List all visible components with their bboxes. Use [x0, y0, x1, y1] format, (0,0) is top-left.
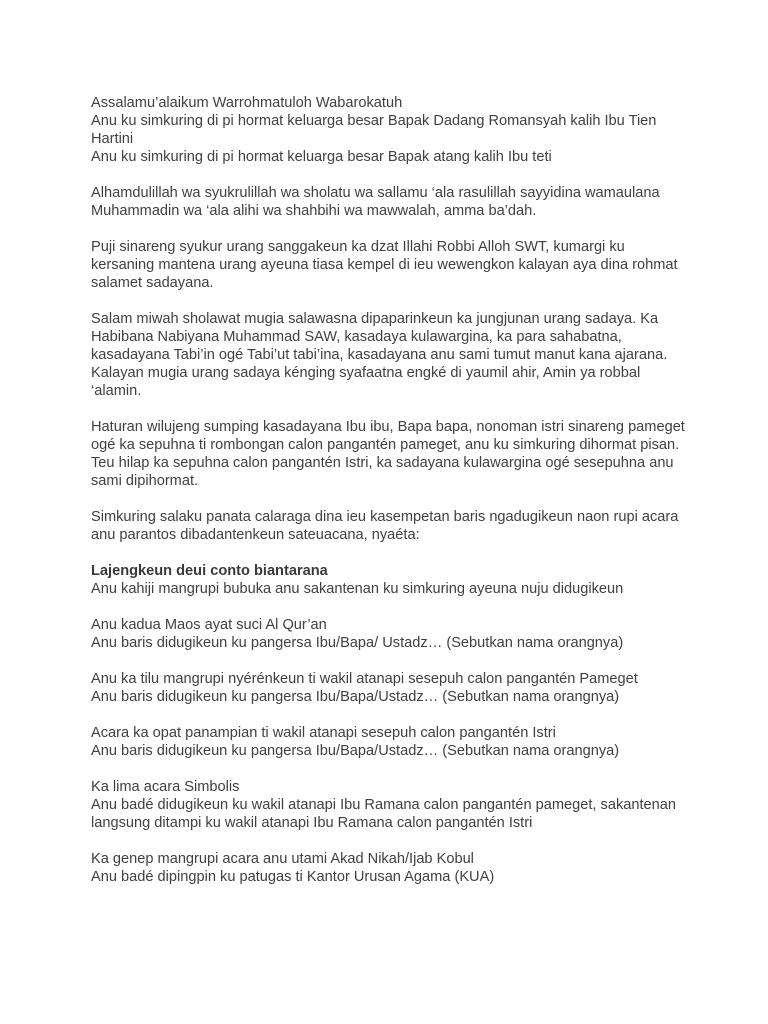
agenda-item-4	[91, 724, 691, 760]
text-line: Haturan wilujeng sumping kasadayana Ibu ibu, Bapa bapa, nonoman istri sinareng pameget ogé ka sepuhna ti rombongan calon pangantén pameget, anu ku simkuring dihormat pisan. Teu hilap ka sepuhna calon pangantén Istri, ka sadayana kulawargina ogé sesepuhna anu sami dipihormat.	[91, 419, 685, 489]
sholawat-paragraph	[91, 310, 691, 400]
text-line: Anu baris didugikeun ku pangersa Ibu/Bapa/Ustadz… (Sebutkan nama orangnya)	[91, 689, 620, 705]
text-line: Simkuring salaku panata calaraga dina ieu kasempetan baris ngadugikeun naon rupi acara anu parantos dibadantenkeun sateuacana, nyaéta:	[91, 509, 679, 543]
section-heading: Lajengkeun deui conto biantarana	[91, 563, 328, 579]
welcome-paragraph	[91, 418, 691, 490]
text-line: Puji sinareng syukur urang sanggakeun ka dzat Illahi Robbi Alloh SWT, kumargi ku kersaning mantena urang ayeuna tiasa kempel di ieu wewengkon kalayan aya dina rohmat salamet sadayana.	[91, 239, 678, 291]
gratitude-paragraph	[91, 238, 691, 292]
text-line: Anu baris didugikeun ku pangersa Ibu/Bapa/Ustadz… (Sebutkan nama orangnya)	[91, 743, 620, 759]
text-line: Anu badé dipingpin ku patugas ti Kantor Urusan Agama (KUA)	[91, 869, 495, 885]
text-line: Alhamdulillah wa syukrulillah wa sholatu wa sallamu ‘ala rasulillah sayyidina wamaulana Muhammadin wa ‘ala alihi wa shahbihi wa mawwalah, amma ba’dah.	[91, 185, 660, 219]
agenda-item-5	[91, 778, 691, 832]
text-line: Acara ka opat panampian ti wakil atanapi sesepuh calon pangantén Istri	[91, 725, 556, 741]
agenda-item-2	[91, 616, 691, 652]
text-line: Assalamu’alaikum Warrohmatuloh Wabarokatuh	[91, 95, 403, 111]
agenda-item-1	[91, 562, 691, 598]
text-line: Anu ka tilu mangrupi nyérénkeun ti wakil atanapi sesepuh calon pangantén Pameget	[91, 671, 638, 687]
text-line: Ka genep mangrupi acara anu utami Akad Nikah/Ijab Kobul	[91, 851, 474, 867]
text-line: Anu kahiji mangrupi bubuka anu sakantenan ku simkuring ayeuna nuju didugikeun	[91, 581, 624, 597]
agenda-item-6	[91, 850, 691, 886]
text-line: Salam miwah sholawat mugia salawasna dipaparinkeun ka jungjunan urang sadaya. Ka Habibana Nabiyana Muhammad SAW, kasadaya kulawargina, ka para sahabatna, kasadayana Tabi’in ogé Tabi’ut tabi’ina, kasadayana anu sami tumut manut kana ajarana. Kalayan mugia urang sadaya kénging syafaatna engké di yaumil ahir, Amin ya robbal ‘alamin.	[91, 311, 668, 399]
opening-prayer-paragraph	[91, 184, 691, 220]
agenda-item-3	[91, 670, 691, 706]
agenda-intro-paragraph	[91, 508, 691, 544]
text-line: Ka lima acara Simbolis	[91, 779, 240, 795]
text-line: Anu badé didugikeun ku wakil atanapi Ibu Ramana calon pangantén pameget, sakantenan langsung ditampi ku wakil atanapi Ibu Ramana calon pangantén Istri	[91, 797, 676, 831]
greeting-paragraph	[91, 94, 691, 166]
text-line: Anu ku simkuring di pi hormat keluarga besar Bapak atang kalih Ibu teti	[91, 149, 552, 165]
text-line: Anu baris didugikeun ku pangersa Ibu/Bapa/ Ustadz… (Sebutkan nama orangnya)	[91, 635, 624, 651]
text-line: Anu kadua Maos ayat suci Al Qur’an	[91, 617, 327, 633]
document-page	[91, 94, 691, 904]
text-line: Anu ku simkuring di pi hormat keluarga besar Bapak Dadang Romansyah kalih Ibu Tien Hartini	[91, 113, 657, 147]
